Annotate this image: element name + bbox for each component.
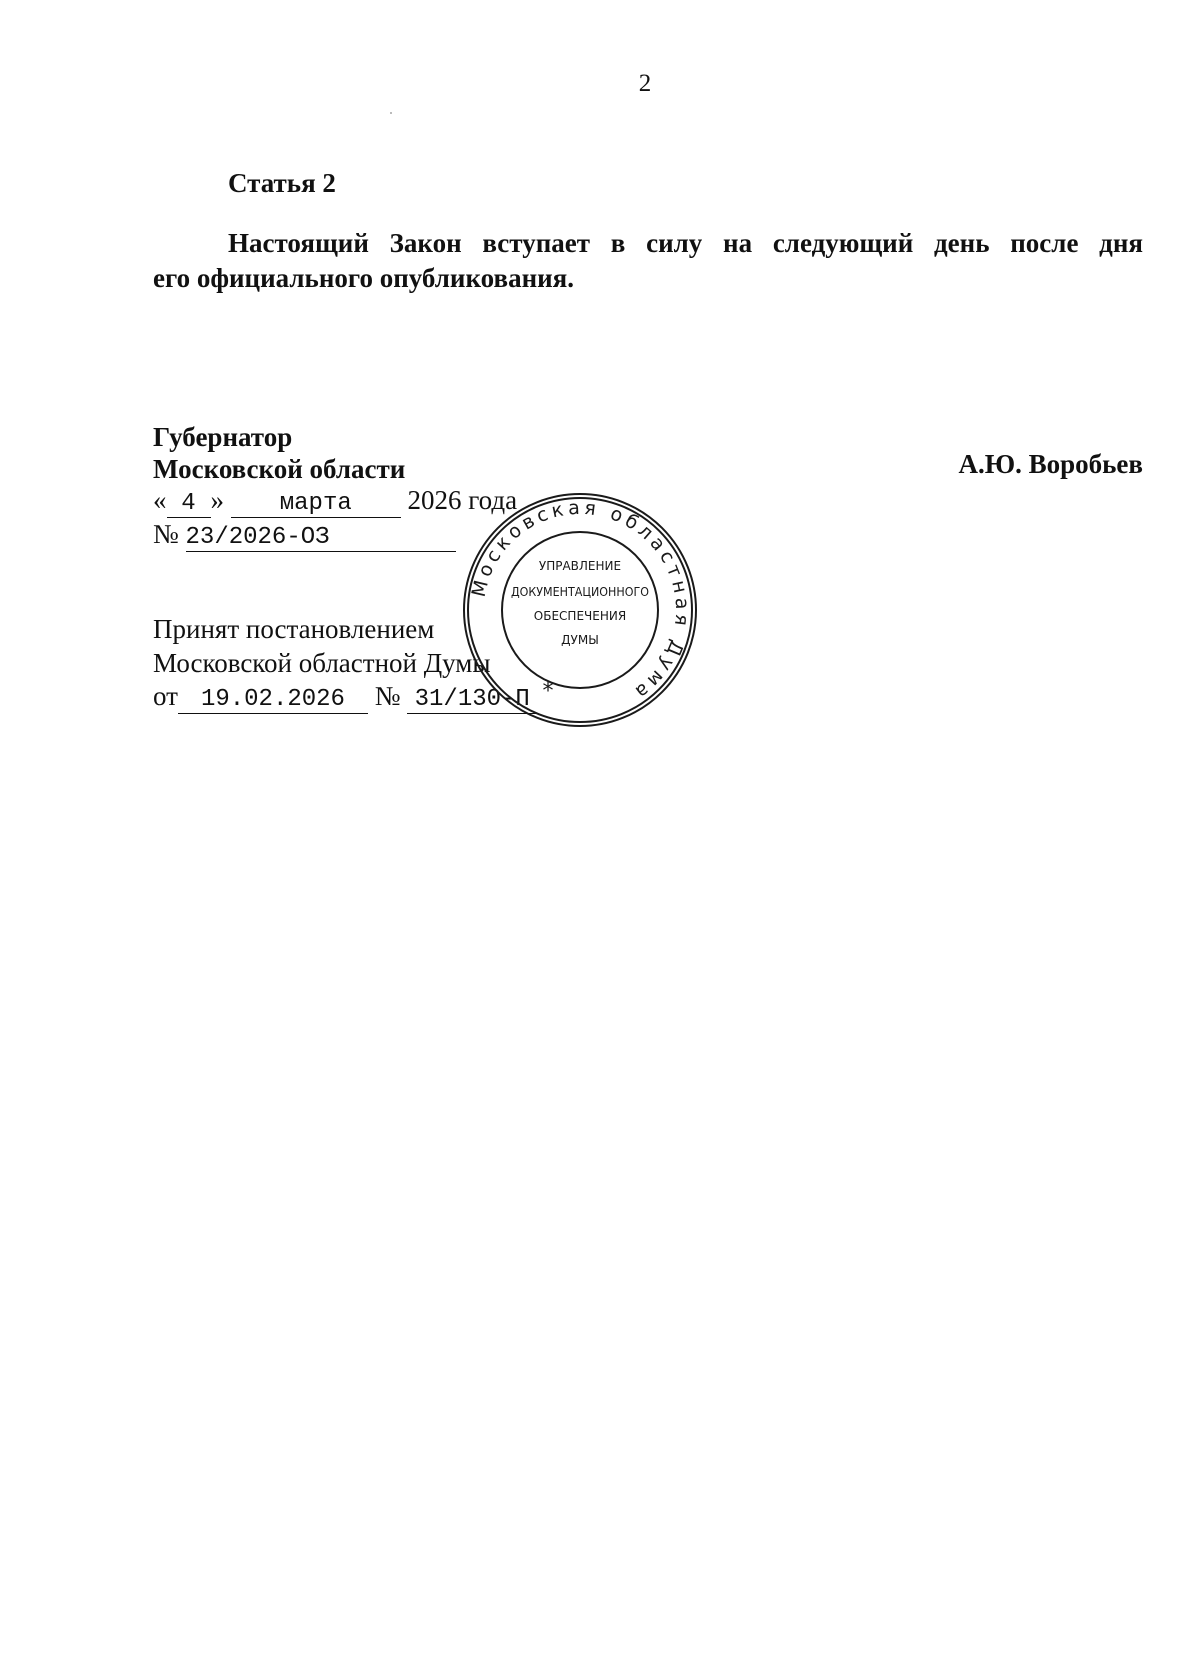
page-number: 2 [638, 70, 652, 97]
stamp-star: * [542, 679, 554, 704]
stamp-center-line-1: УПРАВЛЕНИЕ [538, 559, 622, 573]
official-stamp [460, 490, 700, 730]
article-paragraph [153, 226, 1143, 296]
date-month: марта [231, 491, 401, 518]
date-close-quote: » [210, 485, 224, 515]
adoption-date-prefix: от [153, 681, 178, 711]
adoption-line-2: Московской областной Думы [153, 648, 491, 678]
stamp-center-line-4: ДУМЫ [561, 633, 599, 647]
governor-title: Губернатор [153, 422, 293, 452]
article-title: Статья 2 [228, 168, 336, 198]
article-text-line-1: Настоящий Закон вступает в силу на следующий день после дня [228, 228, 1143, 258]
date-open-quote: « [153, 485, 167, 515]
date-year: 2026 года [407, 485, 518, 515]
adoption-date: 19.02.2026 [178, 687, 368, 714]
date-day: 4 [167, 491, 211, 518]
adoption-line-1: Принят постановлением [153, 614, 435, 644]
law-number-sign: № [153, 519, 179, 549]
stamp-ring-text: Московская областная Дума [467, 496, 694, 706]
scan-speck [390, 112, 392, 114]
adoption-number: 31/130-П [407, 687, 537, 714]
stamp-center-line-3: ОБЕСПЕЧЕНИЯ [533, 609, 627, 623]
adoption-number-sign: № [374, 681, 401, 711]
governor-region: Московской области [153, 454, 406, 484]
law-number-value: 23/2026-ОЗ [186, 525, 456, 552]
law-number [153, 519, 456, 552]
stamp-center-line-2: ДОКУМЕНТАЦИОННОГО [511, 585, 649, 599]
svg-text:Московская областная Дума [468, 497, 694, 706]
governor-name: А.Ю. Воробьев [958, 449, 1143, 479]
article-text-line-2: его официального опубликования. [153, 263, 575, 293]
